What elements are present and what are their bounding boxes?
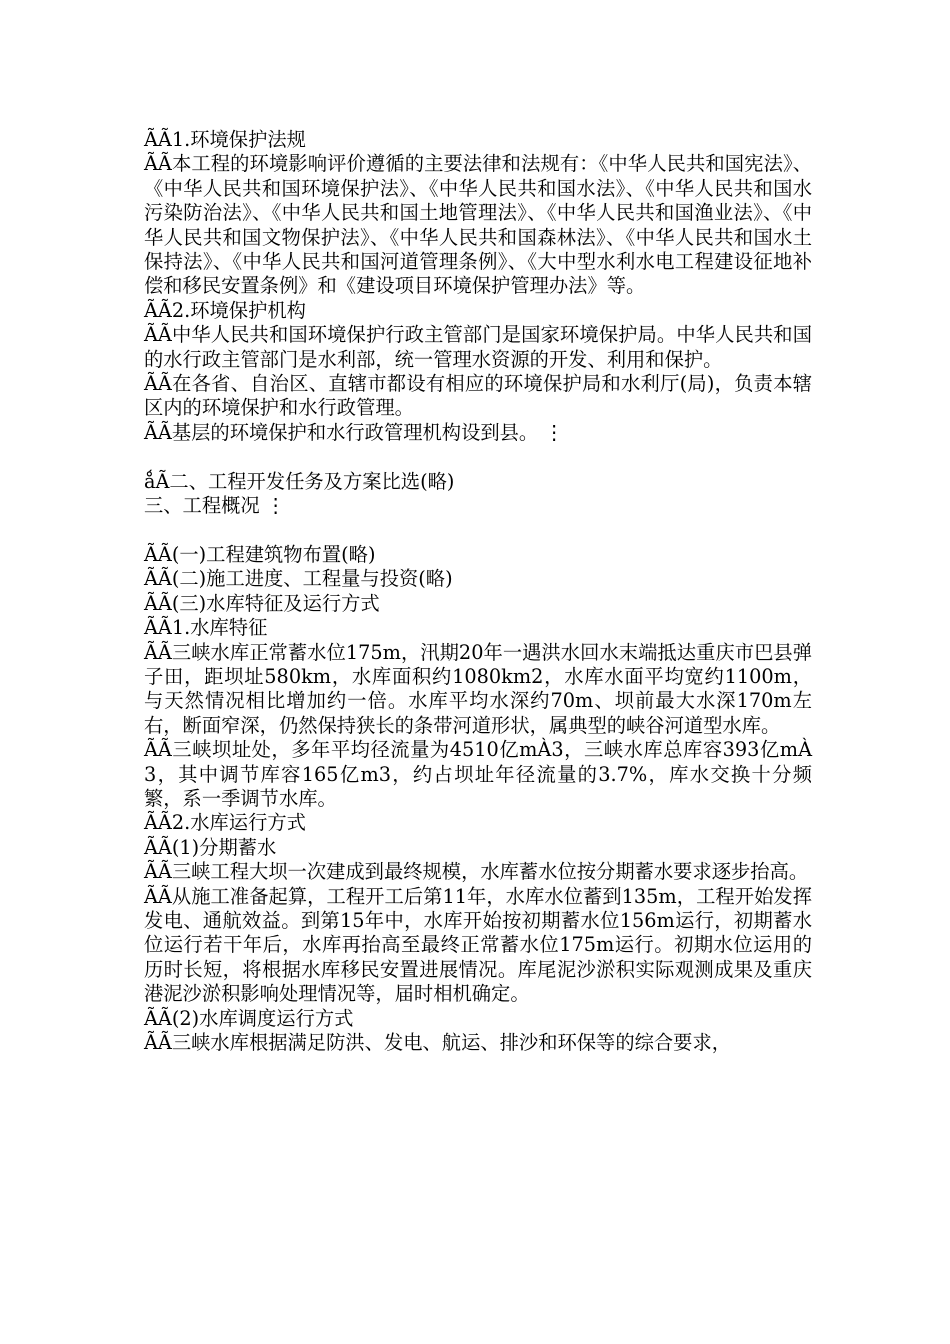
paragraph: ÃÃ2.水库运行方式 (144, 811, 306, 835)
paragraph: ÃÃ三峡坝址处，多年平均径流量为4510亿mÀ3，三峡水库总库容393亿mÀ3，其中调节库容165亿m3，约占坝址年径流量的3.7%，库水交换十分频繁，系一季调节水库。 (144, 738, 812, 810)
paragraph: ÃÃ三峡水库根据满足防洪、发电、航运、排沙和环保等的综合要求， (144, 1031, 732, 1054)
paragraph: ÃÃ在各省、自治区、直辖市都设有相应的环境保护局和水利厅(局)，负责本辖区内的环境保护和水行政管理。 (144, 372, 812, 420)
paragraph: ÃÃ1.环境保护法规 (144, 128, 306, 151)
paragraph: 三、工程概况 ⋮ (144, 494, 286, 518)
paragraph: ǻÃ二、工程开发任务及方案比选(略) (144, 469, 455, 493)
paragraph: ÃÃ2.环境保护机构 (144, 298, 306, 322)
paragraph: ÃÃ(1)分期蓄水 (144, 835, 277, 859)
paragraph: ÃÃ1.水库特征 (144, 616, 268, 640)
blank-line (144, 445, 812, 469)
blank-line (144, 518, 812, 542)
paragraph: ÃÃ(二)施工进度、工程量与投资(略) (144, 567, 453, 591)
paragraph: ÃÃ三峡工程大坝一次建成到最终规模，水库蓄水位按分期蓄水要求逐步抬高。 (144, 860, 809, 884)
paragraph: ÃÃ基层的环境保护和水行政管理机构设到县。 ⋮ (144, 420, 564, 444)
paragraph: ÃÃ中华人民共和国环境保护行政主管部门是国家环境保护局。中华人民共和国的水行政主管部门是水利部，统一管理水资源的开发、利用和保护。 (144, 323, 812, 371)
paragraph: ÃÃ本工程的环境影响评价遵循的主要法律和法规有：《中华人民共和国宪法》、《中华人民共和国环境保护法》、《中华人民共和国水法》、《中华人民共和国水污染防治法》、《中华人民共和国土地管理法》、《中华人民共和国渔业法》、《中华人民共和国文物保护法》、《中华人民共和国森林法》、《中华人民共和国水土保持法》、《中华人民共和国河道管理条例》、《大中型水利水电工程建设征地补偿和移民安置条例》和《建设项目环境保护管理办法》等。 (144, 152, 812, 298)
paragraph: ÃÃ从施工准备起算，工程开工后第11年，水库水位蓄到135m，工程开始发挥发电、通航效益。到第15年中，水库开始按初期蓄水位156m运行，初期蓄水位运行若干年后，水库再抬高至最终正常蓄水位175m运行。初期水位运用的历时长短，将根据水库移民安置进展情况。库尾泥沙淤积实际观测成果及重庆港泥沙淤积影响处理情况等，届时相机确定。 (144, 884, 812, 1006)
paragraph: ÃÃ三峡水库正常蓄水位175m，汛期20年一遇洪水回水末端抵达重庆市巴县弹子田，距坝址580km，水库面积约1080km2，水库水面平均宽约1100m，与天然情况相比增加约一倍。水库平均水深约70m、坝前最大水深170m左右，断面窄深，仍然保持狭长的条带河道形状，属典型的峡谷河道型水库。 (144, 640, 812, 737)
document-body (144, 128, 812, 1055)
paragraph: ÃÃ(一)工程建筑物布置(略) (144, 542, 376, 566)
paragraph: ÃÃ(三)水库特征及运行方式 (144, 591, 380, 615)
paragraph: ÃÃ(2)水库调度运行方式 (144, 1006, 354, 1030)
